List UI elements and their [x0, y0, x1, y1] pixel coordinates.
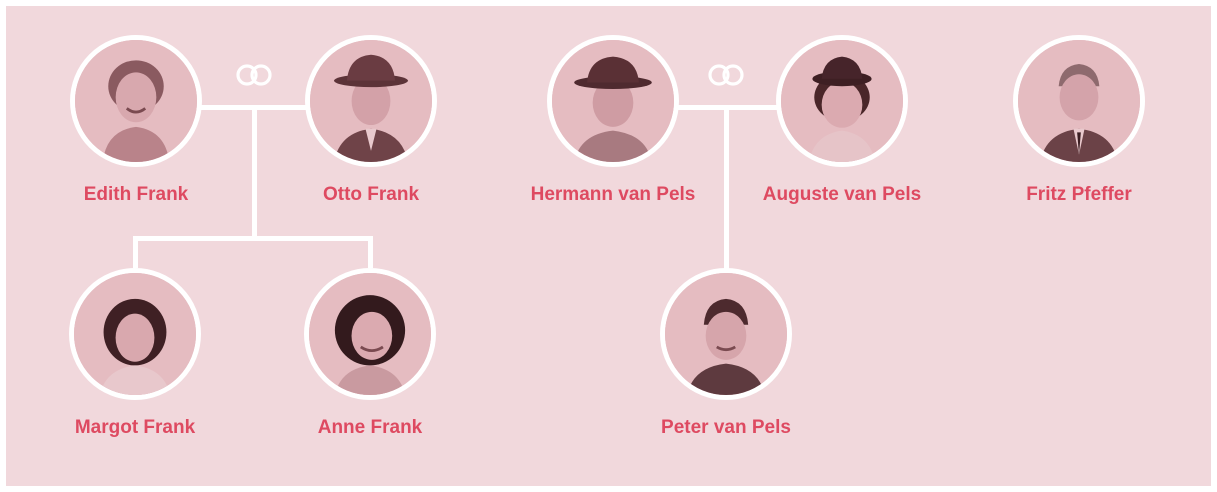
children-branch-line-frank — [133, 236, 373, 241]
portrait-edith-frank — [70, 35, 202, 167]
person-name: Otto Frank — [322, 184, 420, 205]
portrait-anne-frank — [304, 268, 436, 400]
portrait-fritz-pfeffer — [1013, 35, 1145, 167]
person-name: Auguste van Pels — [762, 184, 922, 205]
person-name: Peter van Pels — [661, 417, 791, 438]
person-name: Anne Frank — [317, 417, 423, 438]
person-card-anne-frank[interactable] — [260, 268, 480, 439]
child-drop-line-margot — [133, 236, 138, 268]
portrait-peter-van-pels — [660, 268, 792, 400]
person-card-margot-frank[interactable] — [25, 268, 245, 439]
portrait-hermann-van-pels — [547, 35, 679, 167]
person-card-hermann-van-pels[interactable] — [503, 35, 723, 206]
family-tree-diagram — [6, 6, 1211, 486]
person-name: Edith Frank — [83, 184, 189, 205]
portrait-margot-frank — [69, 268, 201, 400]
person-card-otto-frank[interactable] — [261, 35, 481, 206]
person-card-fritz-pfeffer[interactable] — [969, 35, 1189, 206]
person-card-peter-van-pels[interactable] — [616, 268, 836, 439]
portrait-auguste-van-pels — [776, 35, 908, 167]
descent-line-frank — [252, 105, 257, 241]
child-drop-line-anne — [368, 236, 373, 268]
person-card-edith-frank[interactable] — [26, 35, 246, 206]
person-name: Margot Frank — [74, 417, 196, 438]
person-card-auguste-van-pels[interactable] — [732, 35, 952, 206]
portrait-otto-frank — [305, 35, 437, 167]
person-name: Hermann van Pels — [530, 184, 696, 205]
person-name: Fritz Pfeffer — [1026, 184, 1132, 205]
descent-line-van-pels — [724, 105, 729, 273]
